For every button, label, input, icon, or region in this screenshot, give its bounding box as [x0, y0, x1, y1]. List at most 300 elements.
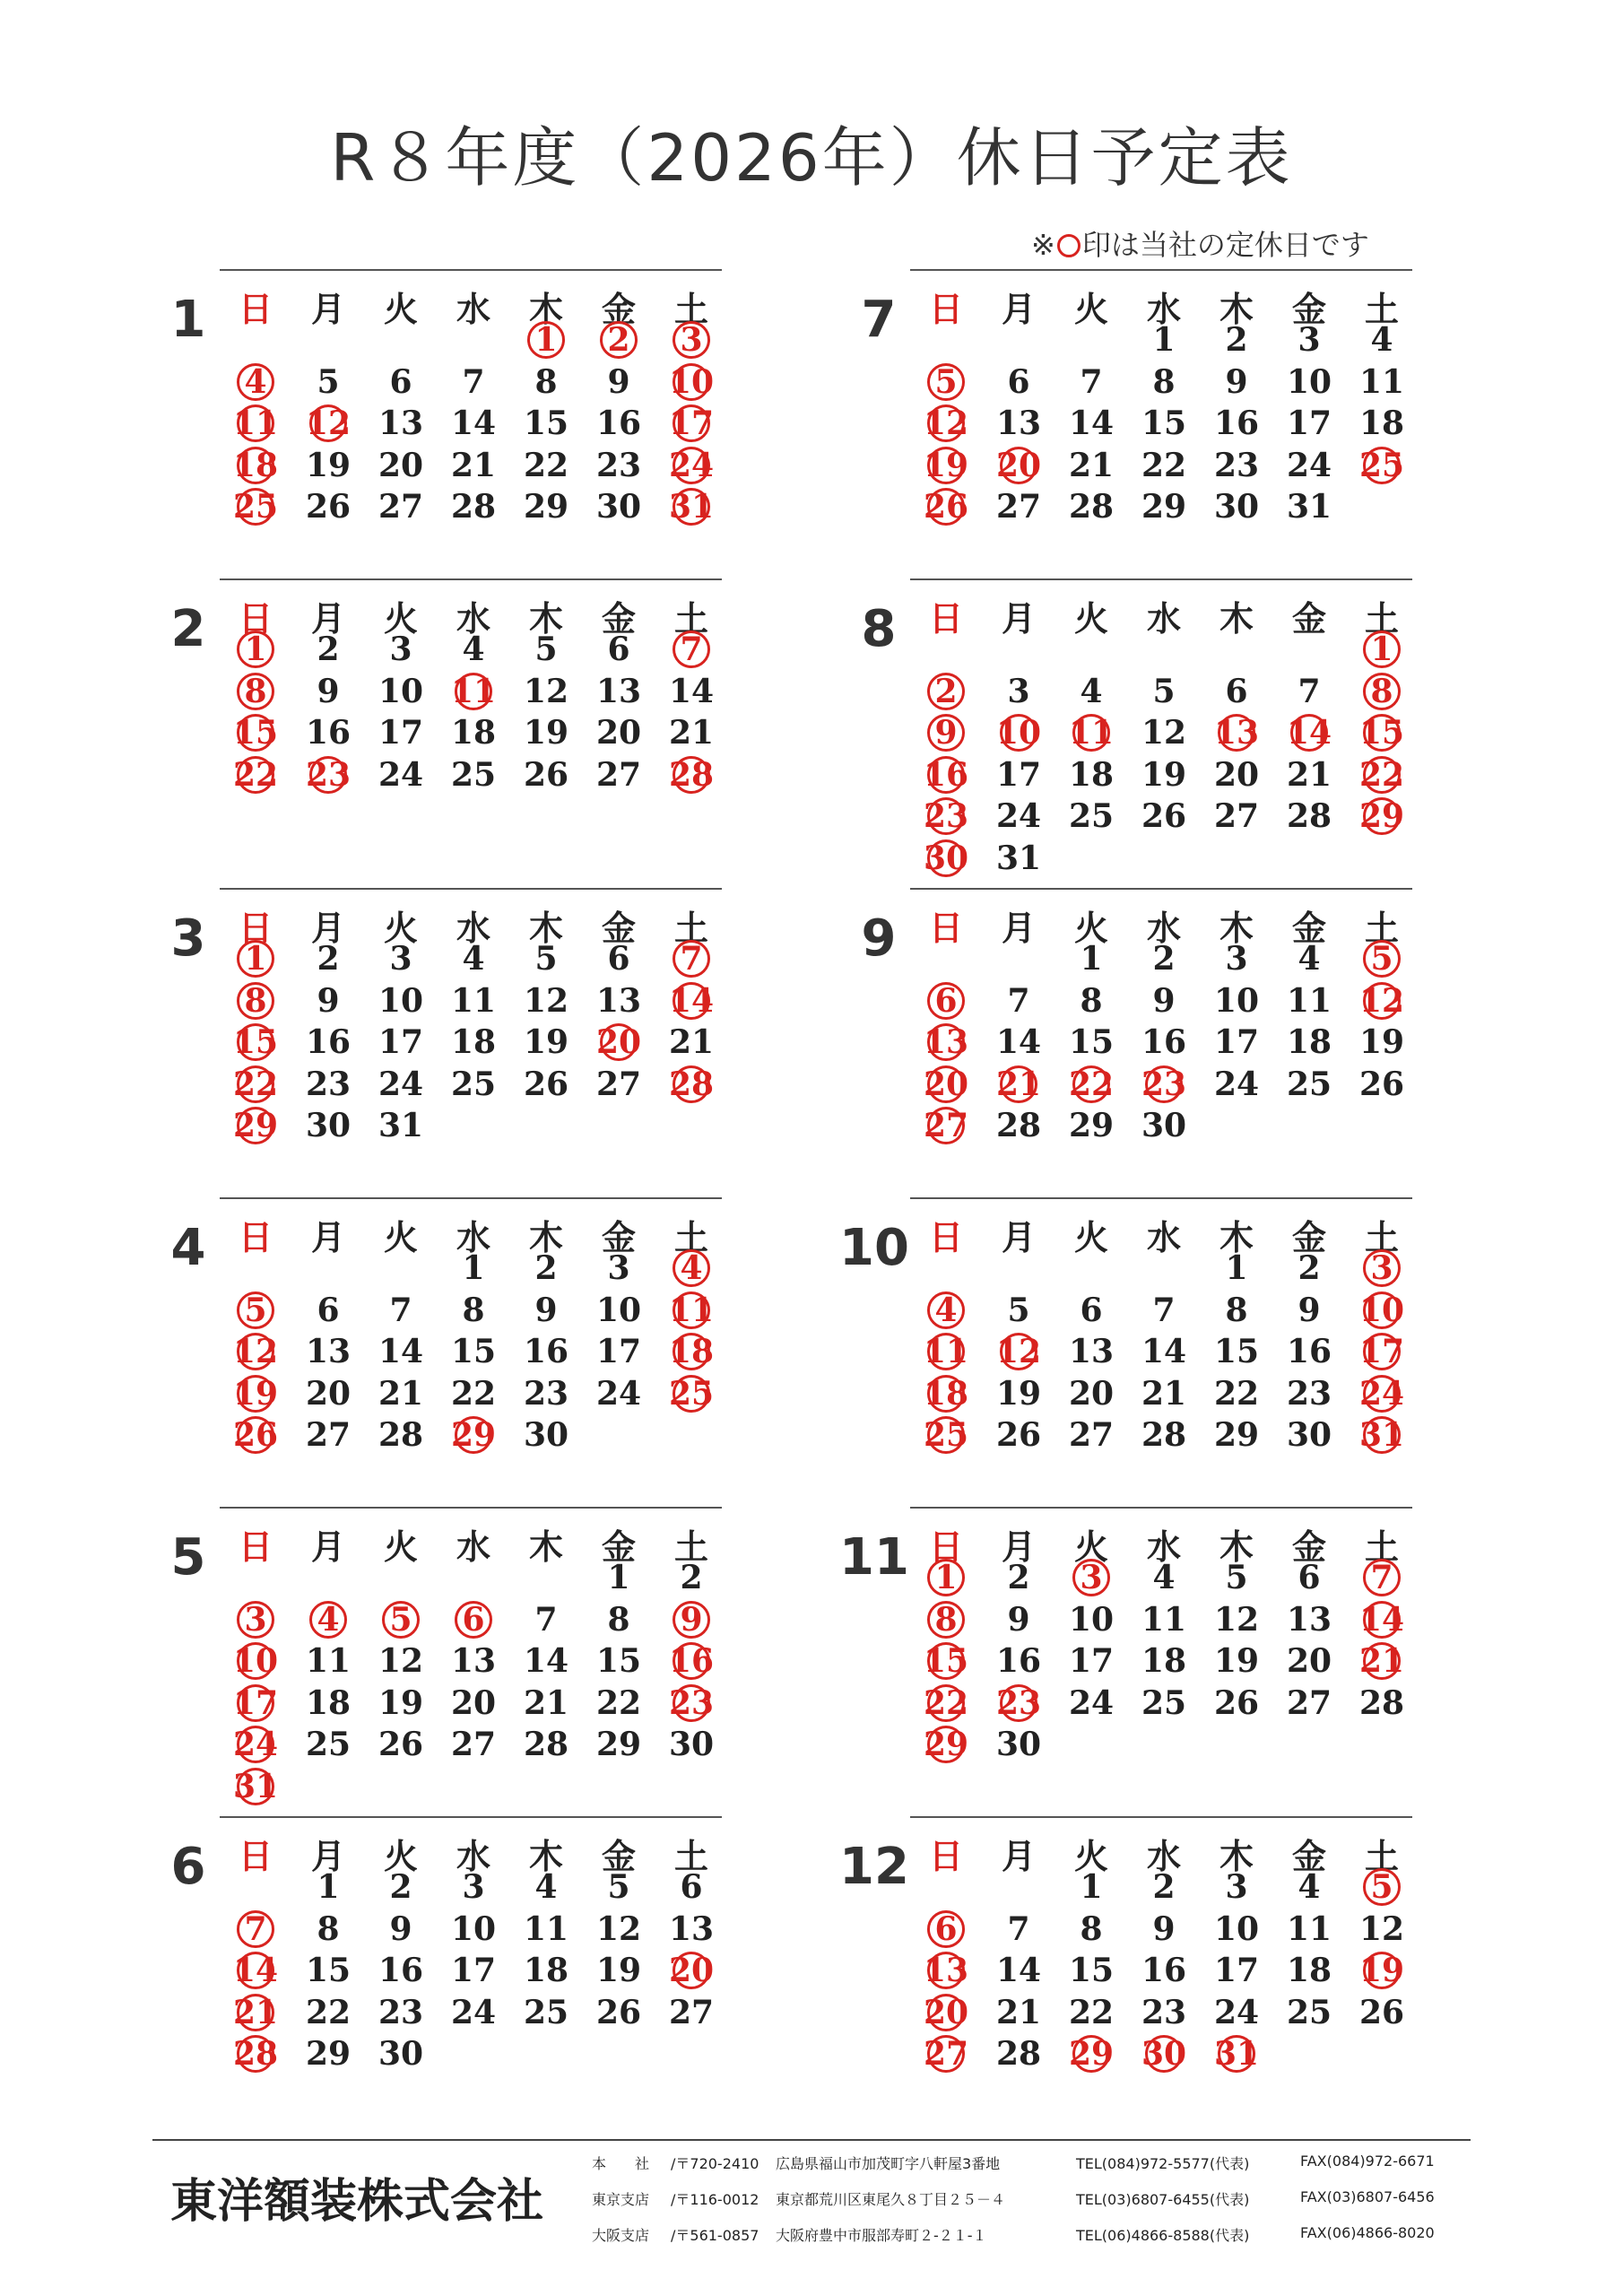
office-list [592, 2152, 1578, 2260]
calendar-date: 18 [450, 714, 497, 752]
calendar-date: 31 [1286, 488, 1332, 526]
month-divider [910, 269, 1412, 271]
calendar-date: 17 [1213, 1952, 1260, 1989]
calendar-date: 2 [680, 1559, 703, 1596]
calendar-date: 20 [1286, 1642, 1332, 1680]
holiday-date: 31 [230, 1766, 281, 1807]
weekday-header: 土 [1364, 598, 1399, 639]
holiday-date: 22 [921, 1683, 971, 1724]
holiday-date: 17 [230, 1683, 281, 1724]
calendar-date: 29 [1068, 1107, 1115, 1144]
calendar-date: 20 [450, 1683, 497, 1722]
calendar-date: 7 [1007, 1909, 1030, 1948]
calendar-date: 26 [995, 1416, 1042, 1454]
weekday-header: 月 [1001, 598, 1036, 639]
month-divider [220, 269, 722, 271]
calendar-date: 25 [1286, 1993, 1332, 2031]
calendar-date: 12 [1358, 1909, 1405, 1948]
calendar-date: 28 [450, 488, 497, 526]
calendar-date: 8 [1080, 981, 1103, 1020]
holiday-date: 17 [1357, 1331, 1407, 1372]
weekday-header: 月 [310, 1526, 345, 1567]
calendar-date: 5 [1007, 1291, 1030, 1329]
holiday-date: 29 [1066, 2033, 1116, 2074]
calendar-date: 6 [317, 1291, 340, 1329]
calendar-date: 26 [305, 488, 352, 526]
note-text: 印は当社の定休日です [1081, 228, 1369, 262]
calendar-date: 29 [305, 2035, 352, 2073]
calendar-date: 1 [317, 1868, 340, 1906]
holiday-date: 11 [666, 1290, 716, 1331]
calendar-date: 24 [1286, 446, 1332, 484]
calendar-date: 21 [450, 446, 497, 484]
weekday-header: 土 [673, 908, 708, 948]
calendar-date: 15 [1068, 1952, 1115, 1989]
calendar-date: 7 [534, 1600, 558, 1639]
weekday-header: 金 [601, 289, 636, 329]
holiday-date: 24 [666, 445, 716, 486]
month-number: 5 [170, 1528, 206, 1587]
calendar-date: 4 [462, 940, 485, 978]
month-8 [861, 578, 1556, 883]
calendar-date: 15 [1141, 404, 1187, 442]
holiday-date: 13 [1211, 712, 1262, 753]
holiday-date: 10 [994, 712, 1044, 753]
month-5 [170, 1507, 865, 1812]
holiday-date: 20 [666, 1950, 716, 1991]
calendar-date: 20 [595, 714, 642, 752]
note-prefix: ※ [1031, 228, 1055, 262]
calendar-date: 22 [450, 1374, 497, 1413]
calendar-date: 13 [1068, 1333, 1115, 1370]
holiday-date: 1 [230, 629, 281, 670]
weekday-header: 火 [383, 908, 418, 948]
holiday-date: 25 [1357, 445, 1407, 486]
holiday-date: 5 [1357, 938, 1407, 979]
weekday-header: 水 [456, 598, 490, 639]
month-divider [910, 578, 1412, 580]
weekday-header: 日 [238, 1526, 273, 1567]
month-divider [220, 1197, 722, 1199]
calendar-date: 27 [1213, 797, 1260, 835]
calendar-date: 30 [378, 2035, 424, 2073]
calendar-date: 7 [462, 362, 485, 401]
holiday-date: 25 [666, 1373, 716, 1414]
month-7 [861, 269, 1556, 574]
calendar-date: 29 [595, 1726, 642, 1763]
weekday-header: 木 [1219, 1836, 1254, 1876]
weekday-header: 日 [238, 1217, 273, 1257]
holiday-date: 17 [666, 403, 716, 444]
holiday-date: 6 [448, 1599, 499, 1640]
month-number: 9 [861, 909, 897, 968]
calendar-date: 11 [1286, 981, 1332, 1020]
calendar-date: 18 [1141, 1642, 1187, 1680]
calendar-date: 12 [1141, 714, 1187, 752]
holiday-date: 19 [230, 1373, 281, 1414]
calendar-date: 24 [995, 797, 1042, 835]
calendar-date: 4 [1370, 321, 1393, 359]
calendar-date: 14 [1141, 1333, 1187, 1370]
weekday-header: 水 [456, 289, 490, 329]
calendar-date: 1 [1225, 1249, 1248, 1287]
calendar-date: 16 [1213, 404, 1260, 442]
calendar-date: 16 [1286, 1333, 1332, 1370]
calendar-date: 18 [1358, 404, 1405, 442]
calendar-date: 5 [1152, 672, 1176, 710]
calendar-date: 27 [995, 488, 1042, 526]
weekday-header: 水 [1146, 1217, 1181, 1257]
calendar-date: 4 [1080, 672, 1103, 710]
weekday-header: 火 [1073, 1836, 1108, 1876]
weekday-header: 土 [1364, 1217, 1399, 1257]
calendar-date: 15 [1068, 1023, 1115, 1061]
calendar-date: 6 [607, 940, 630, 978]
calendar-date: 3 [607, 1249, 630, 1287]
calendar-date: 28 [995, 1107, 1042, 1144]
calendar-date: 2 [1152, 940, 1176, 978]
office-row-head: 本 社 /〒720-2410 広島県福山市加茂町字八軒屋3番地 TEL(084)972-5577(代表) FAX(084)972-6671 [592, 2152, 1435, 2172]
calendar-date: 9 [1152, 981, 1176, 1020]
weekday-header: 木 [528, 908, 563, 948]
calendar-date: 24 [1068, 1683, 1115, 1722]
weekday-header: 木 [528, 1526, 563, 1567]
weekday-header: 水 [1146, 908, 1181, 948]
calendar-date: 30 [523, 1416, 569, 1454]
weekday-header: 日 [928, 1526, 963, 1567]
weekday-header: 日 [238, 289, 273, 329]
calendar-date: 12 [378, 1642, 424, 1680]
calendar-date: 11 [1358, 362, 1405, 401]
calendar-date: 28 [995, 2035, 1042, 2073]
holiday-date: 25 [230, 486, 281, 527]
holiday-date: 4 [303, 1599, 353, 1640]
holiday-date: 12 [994, 1331, 1044, 1372]
weekday-header: 土 [673, 1836, 708, 1876]
calendar-date: 22 [1068, 1993, 1115, 2031]
weekday-header: 金 [1291, 1217, 1326, 1257]
holiday-date: 8 [230, 671, 281, 712]
holiday-date: 1 [921, 1557, 971, 1598]
calendar-date: 1 [1080, 940, 1103, 978]
calendar-date: 10 [378, 672, 424, 710]
calendar-date: 28 [1286, 797, 1332, 835]
holiday-date: 28 [230, 2033, 281, 2074]
calendar-date: 18 [1286, 1023, 1332, 1061]
holiday-date: 21 [1357, 1640, 1407, 1682]
calendar-date: 14 [1068, 404, 1115, 442]
calendar-date: 5 [534, 631, 558, 668]
month-number: 1 [170, 291, 206, 349]
calendar-date: 30 [305, 1107, 352, 1144]
calendar-date: 16 [1141, 1023, 1187, 1061]
holiday-date: 1 [230, 938, 281, 979]
calendar-date: 6 [1080, 1291, 1103, 1329]
calendar-date: 11 [1141, 1600, 1187, 1639]
calendar-date: 17 [1286, 404, 1332, 442]
holiday-date: 23 [921, 796, 971, 837]
calendar-date: 30 [1286, 1416, 1332, 1454]
calendar-date: 25 [450, 1065, 497, 1103]
month-number: 8 [861, 600, 897, 658]
holiday-circle-icon [1057, 234, 1081, 257]
calendar-date: 16 [523, 1333, 569, 1370]
holiday-date: 26 [230, 1414, 281, 1456]
calendar-date: 6 [607, 631, 630, 668]
holiday-date: 5 [376, 1599, 426, 1640]
weekday-header: 木 [528, 598, 563, 639]
holiday-date: 19 [921, 445, 971, 486]
holiday-date: 3 [666, 319, 716, 361]
calendar-date: 5 [607, 1868, 630, 1906]
weekday-header: 土 [1364, 1836, 1399, 1876]
month-divider [910, 888, 1412, 890]
weekday-header: 木 [1219, 289, 1254, 329]
calendar-date: 18 [305, 1683, 352, 1722]
calendar-date: 2 [317, 940, 340, 978]
weekday-header: 月 [1001, 1526, 1036, 1567]
holiday-date: 13 [921, 1022, 971, 1063]
month-number: 11 [839, 1528, 909, 1587]
calendar-date: 17 [1068, 1642, 1115, 1680]
calendar-date: 7 [1080, 362, 1103, 401]
calendar-date: 7 [1152, 1291, 1176, 1329]
weekday-header: 水 [456, 908, 490, 948]
holiday-date: 29 [921, 1724, 971, 1765]
weekday-header: 火 [383, 289, 418, 329]
weekday-header: 土 [673, 1217, 708, 1257]
calendar-date: 2 [534, 1249, 558, 1287]
holiday-date: 1 [1357, 629, 1407, 670]
holiday-date: 24 [230, 1724, 281, 1765]
calendar-date: 22 [1141, 446, 1187, 484]
calendar-date: 17 [995, 755, 1042, 794]
calendar-date: 14 [995, 1952, 1042, 1989]
weekday-header: 木 [1219, 598, 1254, 639]
weekday-header: 土 [673, 289, 708, 329]
weekday-header: 木 [1219, 1217, 1254, 1257]
calendar-date: 10 [450, 1909, 497, 1948]
calendar-date: 3 [462, 1868, 485, 1906]
calendar-date: 30 [995, 1726, 1042, 1763]
holiday-date: 6 [921, 980, 971, 1022]
calendar-date: 16 [1141, 1952, 1187, 1989]
holiday-date: 5 [1357, 1866, 1407, 1908]
calendar-date: 7 [1007, 981, 1030, 1020]
calendar-date: 13 [1286, 1600, 1332, 1639]
calendar-date: 22 [1213, 1374, 1260, 1413]
weekday-header: 月 [310, 289, 345, 329]
calendar-date: 15 [595, 1642, 642, 1680]
calendar-date: 31 [378, 1107, 424, 1144]
holiday-date: 5 [230, 1290, 281, 1331]
calendar-date: 29 [523, 488, 569, 526]
calendar-date: 23 [1213, 446, 1260, 484]
calendar-date: 7 [1298, 672, 1321, 710]
weekday-header: 火 [383, 1217, 418, 1257]
calendar-date: 16 [378, 1952, 424, 1989]
holiday-date: 30 [921, 838, 971, 879]
calendar-date: 20 [1213, 755, 1260, 794]
calendar-date: 15 [305, 1952, 352, 1989]
calendar-date: 13 [595, 981, 642, 1020]
holiday-date: 12 [230, 1331, 281, 1372]
holiday-date: 18 [921, 1373, 971, 1414]
holiday-date: 15 [1357, 712, 1407, 753]
holiday-date: 4 [666, 1248, 716, 1289]
holiday-date: 24 [1357, 1373, 1407, 1414]
calendar-date: 17 [378, 1023, 424, 1061]
holiday-date: 7 [666, 629, 716, 670]
calendar-date: 13 [305, 1333, 352, 1370]
calendar-date: 17 [378, 714, 424, 752]
calendar-date: 2 [1007, 1559, 1030, 1596]
holiday-date: 14 [1284, 712, 1334, 753]
holiday-date: 7 [1357, 1557, 1407, 1598]
calendar-date: 3 [1007, 672, 1030, 710]
calendar-date: 17 [595, 1333, 642, 1370]
calendar-date: 4 [1298, 940, 1321, 978]
calendar-date: 5 [1225, 1559, 1248, 1596]
weekday-header: 木 [1219, 1526, 1254, 1567]
weekday-header: 月 [310, 1217, 345, 1257]
holiday-date: 4 [230, 361, 281, 403]
month-divider [220, 888, 722, 890]
holiday-date: 20 [921, 1992, 971, 2033]
calendar-date: 16 [305, 1023, 352, 1061]
calendar-date: 24 [378, 1065, 424, 1103]
office-row-osaka: 大阪支店 /〒561-0857 大阪府豊中市服部寿町２-２１-１ TEL(06)4866-8588(代表) FAX(06)4866-8020 [592, 2224, 1435, 2244]
calendar-date: 25 [450, 755, 497, 794]
calendar-date: 26 [1141, 797, 1187, 835]
calendar-date: 9 [317, 672, 340, 710]
holiday-date: 14 [1357, 1599, 1407, 1640]
holiday-date: 2 [921, 671, 971, 712]
calendar-date: 19 [378, 1683, 424, 1722]
calendar-date: 8 [462, 1291, 485, 1329]
calendar-date: 6 [680, 1868, 703, 1906]
weekday-header: 水 [1146, 1526, 1181, 1567]
weekday-header: 火 [1073, 1217, 1108, 1257]
month-number: 2 [170, 600, 206, 658]
holiday-date: 11 [1066, 712, 1116, 753]
calendar-date: 6 [1225, 672, 1248, 710]
weekday-header: 水 [1146, 598, 1181, 639]
holiday-date: 15 [230, 712, 281, 753]
calendar-date: 26 [523, 755, 569, 794]
calendar-date: 4 [462, 631, 485, 668]
calendar-date: 9 [1007, 1600, 1030, 1639]
calendar-date: 19 [1213, 1642, 1260, 1680]
holiday-date: 6 [921, 1909, 971, 1950]
weekday-header: 水 [1146, 289, 1181, 329]
page-title: R８年度（2026年）休日予定表 [330, 120, 1293, 196]
calendar-date: 14 [450, 404, 497, 442]
weekday-header: 金 [601, 1217, 636, 1257]
calendar-date: 27 [305, 1416, 352, 1454]
calendar-date: 11 [1286, 1909, 1332, 1948]
month-9 [861, 888, 1556, 1193]
holiday-date: 7 [666, 938, 716, 979]
calendar-date: 21 [523, 1683, 569, 1722]
holiday-date: 26 [921, 486, 971, 527]
calendar-date: 9 [317, 981, 340, 1020]
weekday-header: 土 [1364, 908, 1399, 948]
calendar-date: 31 [995, 839, 1042, 877]
holiday-date: 4 [921, 1290, 971, 1331]
calendar-date: 1 [1080, 1868, 1103, 1906]
calendar-date: 27 [1286, 1683, 1332, 1722]
calendar-date: 26 [595, 1993, 642, 2031]
weekday-header: 火 [1073, 1526, 1108, 1567]
holiday-date: 29 [230, 1105, 281, 1146]
weekday-header: 日 [928, 289, 963, 329]
calendar-date: 12 [523, 672, 569, 710]
calendar-date: 19 [1358, 1023, 1405, 1061]
weekday-header: 土 [1364, 1526, 1399, 1567]
calendar-date: 13 [995, 404, 1042, 442]
weekday-header: 月 [1001, 908, 1036, 948]
weekday-header: 金 [1291, 598, 1326, 639]
calendar-date: 20 [378, 446, 424, 484]
holiday-date: 5 [921, 361, 971, 403]
calendar-date: 22 [595, 1683, 642, 1722]
holiday-date: 3 [230, 1599, 281, 1640]
weekday-header: 金 [1291, 1526, 1326, 1567]
calendar-date: 12 [595, 1909, 642, 1948]
calendar-date: 11 [523, 1909, 569, 1948]
legend-note [1031, 222, 1426, 264]
calendar-date: 29 [1213, 1416, 1260, 1454]
calendar-date: 28 [1358, 1683, 1405, 1722]
calendar-date: 17 [1213, 1023, 1260, 1061]
calendar-date: 24 [595, 1374, 642, 1413]
calendar-date: 1 [607, 1559, 630, 1596]
calendar-date: 28 [378, 1416, 424, 1454]
calendar-date: 3 [1225, 940, 1248, 978]
calendar-date: 3 [1298, 321, 1321, 359]
calendar-date: 30 [595, 488, 642, 526]
weekday-header: 水 [456, 1217, 490, 1257]
holiday-date: 12 [921, 403, 971, 444]
holiday-date: 10 [230, 1640, 281, 1682]
calendar-date: 8 [1225, 1291, 1248, 1329]
calendar-date: 8 [1080, 1909, 1103, 1948]
month-number: 4 [170, 1219, 206, 1277]
calendar-date: 10 [1068, 1600, 1115, 1639]
calendar-date: 2 [1225, 321, 1248, 359]
month-divider [910, 1816, 1412, 1818]
calendar-date: 20 [1068, 1374, 1115, 1413]
holiday-date: 31 [1357, 1414, 1407, 1456]
calendar-date: 23 [305, 1065, 352, 1103]
weekday-header: 日 [238, 908, 273, 948]
calendar-date: 11 [305, 1642, 352, 1680]
weekday-header: 金 [1291, 908, 1326, 948]
calendar-date: 21 [995, 1993, 1042, 2031]
calendar-date: 12 [523, 981, 569, 1020]
weekday-header: 木 [1219, 908, 1254, 948]
calendar-date: 25 [1068, 797, 1115, 835]
holiday-date: 11 [921, 1331, 971, 1372]
calendar-date: 1 [1152, 321, 1176, 359]
weekday-header: 金 [601, 598, 636, 639]
month-divider [220, 578, 722, 580]
calendar-date: 13 [450, 1642, 497, 1680]
holiday-date: 28 [666, 1064, 716, 1105]
calendar-date: 25 [1286, 1065, 1332, 1103]
weekday-header: 日 [928, 598, 963, 639]
